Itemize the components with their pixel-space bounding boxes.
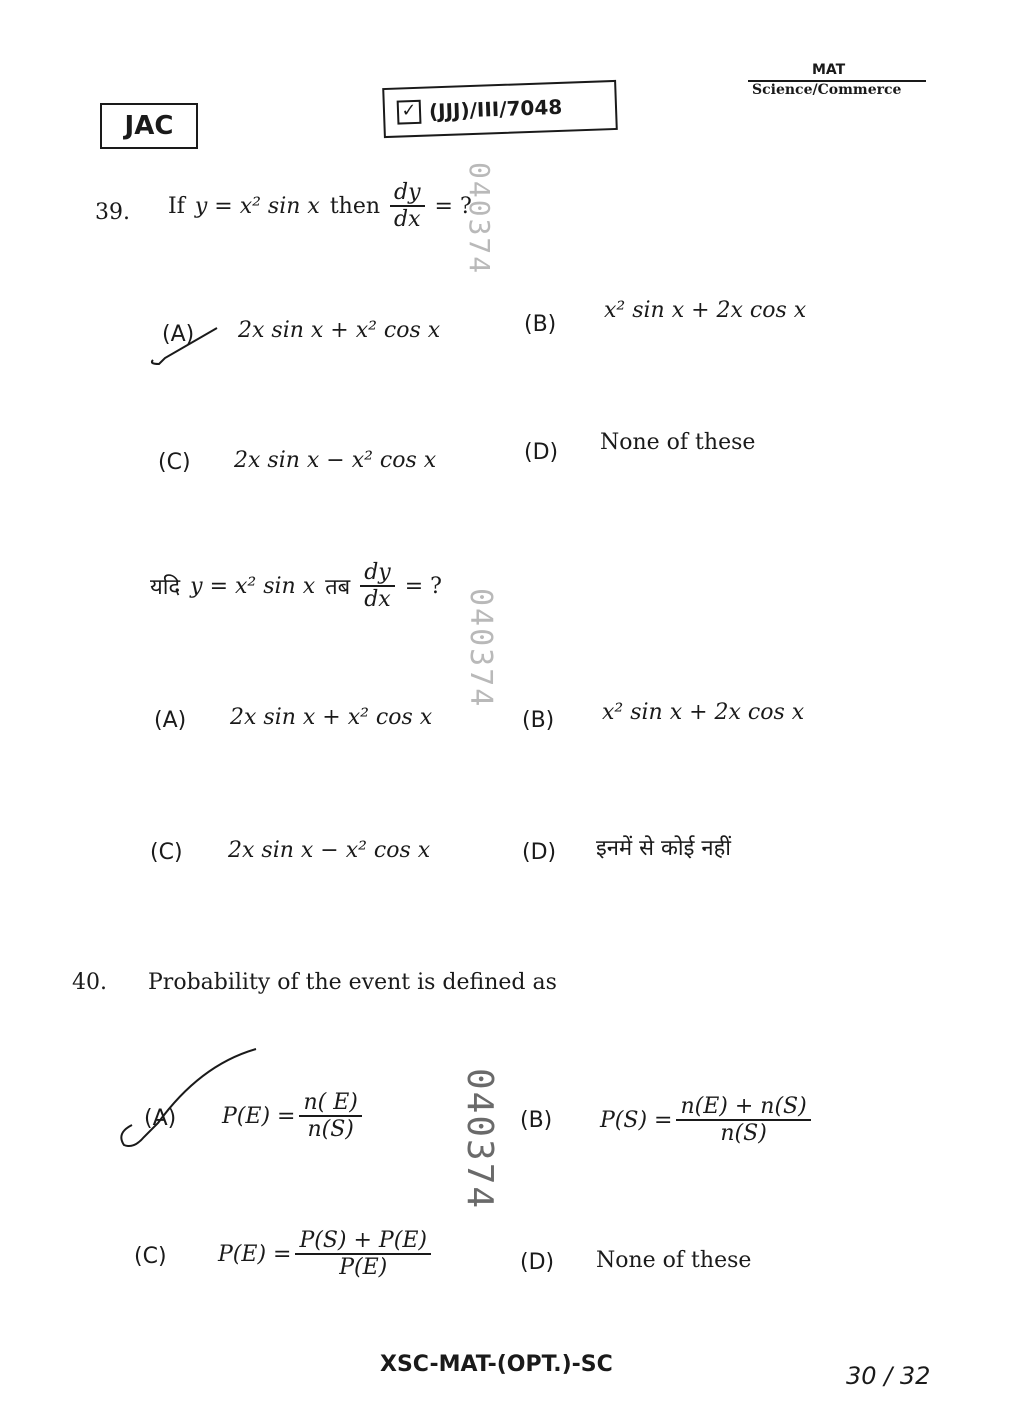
q39-equation: y = x² sin x — [194, 193, 320, 219]
q40-c-den: P(E) — [339, 1255, 388, 1280]
q39-hi-option-a-label: (A) — [154, 708, 187, 733]
q40-b-den: n(S) — [720, 1121, 767, 1146]
q39-hi-option-d-label: (D) — [522, 840, 557, 865]
q39-then: then — [329, 193, 381, 219]
q40-a-fraction — [299, 1090, 361, 1142]
question-39-hi — [150, 560, 442, 612]
q39-hi-suffix: = ? — [404, 573, 442, 599]
q39-en-option-d-label: (D) — [524, 440, 559, 465]
q39-en-option-d-text: None of these — [600, 430, 756, 455]
watermark-stamp: 040374 — [459, 1068, 500, 1211]
q39-hi-option-c-text: 2x sin x − x² cos x — [228, 838, 431, 863]
q40-b-lhs: P(S) = — [600, 1107, 673, 1133]
paper-code-box — [382, 80, 618, 138]
q40-option-c-label: (C) — [134, 1244, 167, 1269]
paper-code: (JJJ)/III/7048 — [428, 94, 563, 124]
q39-hi-option-b-text: x² sin x + 2x cos x — [602, 700, 805, 725]
q40-option-d-label: (D) — [520, 1250, 555, 1275]
q39-hi-derivative — [360, 560, 395, 612]
q39-suffix: = ? — [434, 193, 472, 219]
q39-en-option-a-text: 2x sin x + x² cos x — [238, 318, 441, 343]
q40-c-num: P(S) + P(E) — [295, 1228, 431, 1255]
q39-hi-prefix: यदि — [150, 575, 181, 600]
q39-derivative — [390, 180, 425, 232]
q40-option-c-formula — [218, 1228, 431, 1280]
question-number-39: 39. — [95, 200, 130, 225]
q40-a-den: n(S) — [307, 1117, 354, 1142]
q40-option-a-formula — [222, 1090, 362, 1142]
question-39-en — [168, 180, 472, 232]
board-label: JAC — [124, 111, 174, 141]
q40-b-fraction — [676, 1094, 810, 1146]
q40-option-a-label: (A) — [144, 1106, 177, 1131]
question-40-text: Probability of the event is defined as — [148, 970, 557, 995]
footer-code: XSC-MAT-(OPT.)-SC — [380, 1352, 613, 1377]
q40-a-num: n( E) — [299, 1090, 361, 1117]
hi-deriv-den: dx — [364, 587, 391, 612]
q40-option-b-formula — [600, 1094, 811, 1146]
hi-deriv-num: dy — [360, 560, 395, 587]
q40-c-fraction — [295, 1228, 431, 1280]
q40-option-b-label: (B) — [520, 1108, 553, 1133]
watermark-stamp: 040374 — [463, 162, 496, 276]
q39-hi-then: तब — [325, 575, 351, 600]
deriv-den: dx — [394, 207, 421, 232]
answer-tick-icon — [145, 320, 225, 370]
q39-hi-option-d-text: इनमें से कोई नहीं — [596, 836, 732, 861]
deriv-num: dy — [390, 180, 425, 207]
watermark-stamp: 040374 — [463, 588, 498, 709]
q39-hi-equation: y = x² sin x — [190, 573, 316, 599]
question-number-40: 40. — [72, 970, 107, 995]
q40-a-lhs: P(E) = — [222, 1103, 296, 1129]
q39-en-option-c-text: 2x sin x − x² cos x — [234, 448, 437, 473]
q39-en-option-a-label: (A) — [162, 322, 195, 347]
q39-en-option-b-text: x² sin x + 2x cos x — [604, 298, 807, 323]
page-number: 30 / 32 — [846, 1362, 931, 1390]
q40-option-d-text: None of these — [596, 1248, 752, 1273]
q40-c-lhs: P(E) = — [218, 1241, 292, 1267]
q40-b-num: n(E) + n(S) — [676, 1094, 810, 1121]
q39-hi-option-c-label: (C) — [150, 840, 183, 865]
q39-en-option-b-label: (B) — [524, 312, 557, 337]
q39-prefix: If — [168, 193, 185, 219]
q39-hi-option-b-label: (B) — [522, 708, 555, 733]
stream-label: Science/Commerce — [752, 82, 902, 98]
board-box — [100, 103, 198, 149]
q39-en-option-c-label: (C) — [158, 450, 191, 475]
checkbox-icon: ✓ — [397, 100, 422, 125]
q39-hi-option-a-text: 2x sin x + x² cos x — [230, 705, 433, 730]
subject-label: MAT — [812, 62, 846, 78]
